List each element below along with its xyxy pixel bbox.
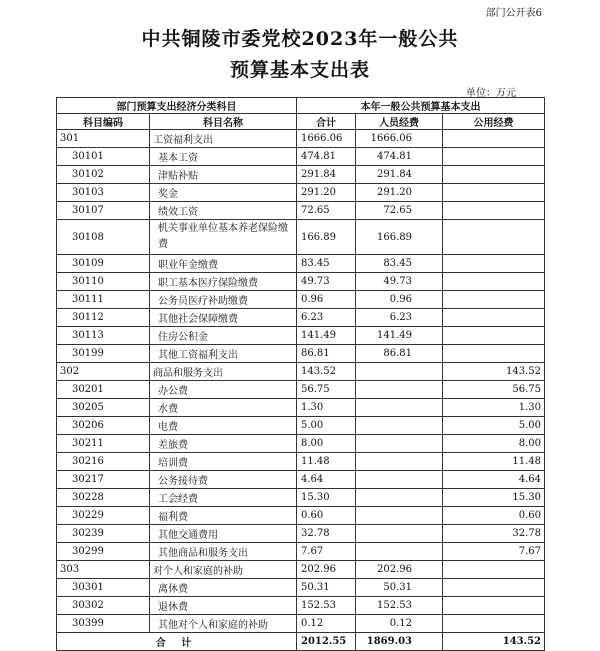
cell-public: 56.75 bbox=[443, 381, 545, 399]
cell-public: 11.48 bbox=[443, 453, 545, 471]
cell-code: 303 bbox=[57, 561, 150, 579]
cell-code: 30110 bbox=[57, 273, 150, 291]
table-row bbox=[57, 255, 545, 273]
cell-personnel: 291.20 bbox=[356, 184, 443, 202]
cell-public: 15.30 bbox=[443, 489, 545, 507]
cell-public bbox=[443, 291, 545, 309]
cell-name: 其他对个人和家庭的补助 bbox=[150, 615, 297, 633]
cell-personnel: 152.53 bbox=[356, 597, 443, 615]
cell-code: 30299 bbox=[57, 543, 150, 561]
cell-public bbox=[443, 561, 545, 579]
cell-name: 对个人和家庭的补助 bbox=[150, 561, 297, 579]
total-public: 143.52 bbox=[443, 633, 545, 651]
table-row bbox=[57, 345, 545, 363]
cell-code: 30108 bbox=[57, 220, 150, 255]
cell-total: 11.48 bbox=[297, 453, 356, 471]
cell-name: 商品和服务支出 bbox=[150, 363, 297, 381]
cell-name: 福利费 bbox=[150, 507, 297, 525]
table-row bbox=[57, 615, 545, 633]
cell-name: 住房公积金 bbox=[150, 327, 297, 345]
cell-personnel: 0.96 bbox=[356, 291, 443, 309]
cell-total: 0.12 bbox=[297, 615, 356, 633]
cell-name: 工资福利支出 bbox=[150, 130, 297, 148]
cell-public bbox=[443, 184, 545, 202]
column-header-code: 科目编码 bbox=[57, 114, 150, 130]
cell-name: 职业年金缴费 bbox=[150, 255, 297, 273]
table-row bbox=[57, 561, 545, 579]
cell-public: 8.00 bbox=[443, 435, 545, 453]
cell-name: 公务员医疗补助缴费 bbox=[150, 291, 297, 309]
cell-total: 15.30 bbox=[297, 489, 356, 507]
cell-public bbox=[443, 148, 545, 166]
cell-name: 水费 bbox=[150, 399, 297, 417]
cell-name: 其他社会保障缴费 bbox=[150, 309, 297, 327]
cell-personnel bbox=[356, 525, 443, 543]
cell-name: 机关事业单位基本养老保险缴费 bbox=[150, 220, 297, 255]
table-row bbox=[57, 202, 545, 220]
cell-code: 30206 bbox=[57, 417, 150, 435]
cell-code: 30201 bbox=[57, 381, 150, 399]
table-row bbox=[57, 148, 545, 166]
cell-public bbox=[443, 130, 545, 148]
cell-code: 302 bbox=[57, 363, 150, 381]
cell-public bbox=[443, 597, 545, 615]
cell-total: 5.00 bbox=[297, 417, 356, 435]
table-row bbox=[57, 471, 545, 489]
cell-personnel bbox=[356, 507, 443, 525]
cell-name: 培训费 bbox=[150, 453, 297, 471]
cell-name: 办公费 bbox=[150, 381, 297, 399]
table-row bbox=[57, 507, 545, 525]
cell-name: 公务接待费 bbox=[150, 471, 297, 489]
cell-personnel: 1666.06 bbox=[356, 130, 443, 148]
cell-total: 0.60 bbox=[297, 507, 356, 525]
table-row bbox=[57, 453, 545, 471]
cell-personnel: 141.49 bbox=[356, 327, 443, 345]
cell-name: 其他工资福利支出 bbox=[150, 345, 297, 363]
total-label: 合 计 bbox=[57, 633, 297, 651]
cell-name: 津贴补贴 bbox=[150, 166, 297, 184]
cell-code: 30399 bbox=[57, 615, 150, 633]
cell-public bbox=[443, 220, 545, 255]
cell-total: 143.52 bbox=[297, 363, 356, 381]
cell-code: 301 bbox=[57, 130, 150, 148]
cell-personnel: 166.89 bbox=[356, 220, 443, 255]
table-body bbox=[57, 130, 545, 633]
cell-public: 7.67 bbox=[443, 543, 545, 561]
table-row bbox=[57, 291, 545, 309]
cell-personnel bbox=[356, 381, 443, 399]
cell-personnel bbox=[356, 471, 443, 489]
page-subtitle: 预算基本支出表 bbox=[229, 59, 370, 81]
cell-personnel bbox=[356, 453, 443, 471]
cell-personnel bbox=[356, 399, 443, 417]
table-row bbox=[57, 417, 545, 435]
cell-name: 工会经费 bbox=[150, 489, 297, 507]
column-header-public: 公用经费 bbox=[443, 114, 545, 130]
cell-name: 奖金 bbox=[150, 184, 297, 202]
cell-total: 0.96 bbox=[297, 291, 356, 309]
table-row bbox=[57, 327, 545, 345]
cell-personnel: 72.65 bbox=[356, 202, 443, 220]
cell-total: 474.81 bbox=[297, 148, 356, 166]
cell-public: 32.78 bbox=[443, 525, 545, 543]
cell-total: 291.84 bbox=[297, 166, 356, 184]
cell-name: 其他商品和服务支出 bbox=[150, 543, 297, 561]
cell-total: 50.31 bbox=[297, 579, 356, 597]
cell-personnel: 0.12 bbox=[356, 615, 443, 633]
cell-public bbox=[443, 615, 545, 633]
cell-personnel: 474.81 bbox=[356, 148, 443, 166]
table-number-tag: 部门公开表6 bbox=[485, 8, 542, 19]
cell-total: 1.30 bbox=[297, 399, 356, 417]
cell-code: 30229 bbox=[57, 507, 150, 525]
cell-public bbox=[443, 255, 545, 273]
group-header-classification: 部门预算支出经济分类科目 bbox=[57, 98, 297, 114]
cell-total: 86.81 bbox=[297, 345, 356, 363]
cell-personnel: 6.23 bbox=[356, 309, 443, 327]
column-header-personnel: 人员经费 bbox=[356, 114, 443, 130]
cell-code: 30205 bbox=[57, 399, 150, 417]
cell-code: 30109 bbox=[57, 255, 150, 273]
cell-code: 30101 bbox=[57, 148, 150, 166]
group-header-expenditure: 本年一般公共预算基本支出 bbox=[297, 98, 545, 114]
unit-label: 单位：万元 bbox=[466, 88, 516, 99]
cell-code: 30112 bbox=[57, 309, 150, 327]
page-title: 中共铜陵市委党校2023年一般公共 bbox=[141, 28, 459, 50]
cell-code: 30239 bbox=[57, 525, 150, 543]
table-row bbox=[57, 543, 545, 561]
table-row bbox=[57, 184, 545, 202]
cell-name: 差旅费 bbox=[150, 435, 297, 453]
cell-code: 30216 bbox=[57, 453, 150, 471]
cell-public bbox=[443, 202, 545, 220]
cell-personnel: 202.96 bbox=[356, 561, 443, 579]
table-row bbox=[57, 525, 545, 543]
cell-name: 离休费 bbox=[150, 579, 297, 597]
cell-total: 32.78 bbox=[297, 525, 356, 543]
cell-public bbox=[443, 327, 545, 345]
table-row bbox=[57, 166, 545, 184]
cell-personnel bbox=[356, 417, 443, 435]
table-row bbox=[57, 579, 545, 597]
table-row bbox=[57, 381, 545, 399]
cell-code: 30107 bbox=[57, 202, 150, 220]
table-row bbox=[57, 399, 545, 417]
total-row bbox=[57, 633, 545, 651]
cell-public: 143.52 bbox=[443, 363, 545, 381]
column-header-name: 科目名称 bbox=[150, 114, 297, 130]
cell-name: 其他交通费用 bbox=[150, 525, 297, 543]
cell-personnel bbox=[356, 435, 443, 453]
cell-personnel: 291.84 bbox=[356, 166, 443, 184]
cell-personnel bbox=[356, 363, 443, 381]
table-row bbox=[57, 489, 545, 507]
cell-code: 30102 bbox=[57, 166, 150, 184]
table-row bbox=[57, 220, 545, 255]
cell-total: 72.65 bbox=[297, 202, 356, 220]
cell-total: 49.73 bbox=[297, 273, 356, 291]
cell-public bbox=[443, 166, 545, 184]
total-amount: 2012.55 bbox=[297, 633, 356, 651]
table-row bbox=[57, 597, 545, 615]
cell-total: 8.00 bbox=[297, 435, 356, 453]
cell-total: 83.45 bbox=[297, 255, 356, 273]
cell-name: 退休费 bbox=[150, 597, 297, 615]
cell-name: 电费 bbox=[150, 417, 297, 435]
cell-code: 30199 bbox=[57, 345, 150, 363]
table-row bbox=[57, 363, 545, 381]
cell-public: 0.60 bbox=[443, 507, 545, 525]
table-row bbox=[57, 309, 545, 327]
cell-personnel: 49.73 bbox=[356, 273, 443, 291]
cell-public bbox=[443, 309, 545, 327]
cell-public: 5.00 bbox=[443, 417, 545, 435]
cell-code: 30211 bbox=[57, 435, 150, 453]
cell-total: 1666.06 bbox=[297, 130, 356, 148]
cell-code: 30217 bbox=[57, 471, 150, 489]
cell-total: 141.49 bbox=[297, 327, 356, 345]
cell-name: 职工基本医疗保险缴费 bbox=[150, 273, 297, 291]
cell-total: 291.20 bbox=[297, 184, 356, 202]
cell-public: 1.30 bbox=[443, 399, 545, 417]
cell-personnel: 50.31 bbox=[356, 579, 443, 597]
cell-total: 6.23 bbox=[297, 309, 356, 327]
cell-name: 绩效工资 bbox=[150, 202, 297, 220]
cell-code: 30111 bbox=[57, 291, 150, 309]
cell-personnel: 86.81 bbox=[356, 345, 443, 363]
column-header-total: 合计 bbox=[297, 114, 356, 130]
cell-code: 30301 bbox=[57, 579, 150, 597]
table-row bbox=[57, 130, 545, 148]
cell-code: 30103 bbox=[57, 184, 150, 202]
cell-public bbox=[443, 579, 545, 597]
cell-public: 4.64 bbox=[443, 471, 545, 489]
cell-public bbox=[443, 345, 545, 363]
cell-code: 30302 bbox=[57, 597, 150, 615]
cell-total: 4.64 bbox=[297, 471, 356, 489]
table-row bbox=[57, 435, 545, 453]
budget-table bbox=[56, 97, 545, 651]
cell-total: 202.96 bbox=[297, 561, 356, 579]
cell-code: 30228 bbox=[57, 489, 150, 507]
cell-personnel bbox=[356, 543, 443, 561]
table-row bbox=[57, 273, 545, 291]
total-personnel: 1869.03 bbox=[356, 633, 443, 651]
cell-code: 30113 bbox=[57, 327, 150, 345]
cell-total: 166.89 bbox=[297, 220, 356, 255]
cell-total: 7.67 bbox=[297, 543, 356, 561]
cell-personnel: 83.45 bbox=[356, 255, 443, 273]
cell-total: 56.75 bbox=[297, 381, 356, 399]
cell-name: 基本工资 bbox=[150, 148, 297, 166]
cell-personnel bbox=[356, 489, 443, 507]
cell-public bbox=[443, 273, 545, 291]
cell-total: 152.53 bbox=[297, 597, 356, 615]
